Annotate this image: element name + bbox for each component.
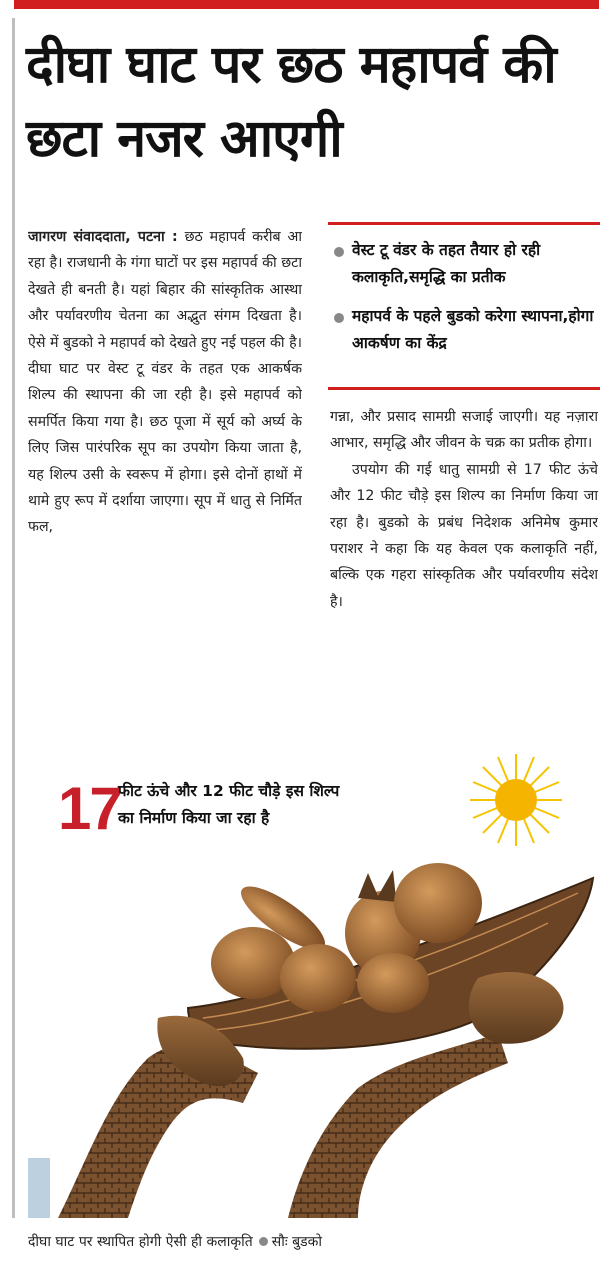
- photo-caption: [28, 1232, 600, 1252]
- article-right-para1: गन्ना, और प्रसाद सामग्री सजाई जाएगी। यह नज़ारा आभार, समृद्धि और जीवन के चक्र का प्रतीक होगा।: [330, 409, 598, 452]
- dateline: जागरण संवाददाता, पटना :: [28, 229, 178, 245]
- caption-text: दीघा घाट पर स्थापित होगी ऐसी ही कलाकृति: [28, 1234, 253, 1250]
- highlight-item: [328, 237, 600, 291]
- article-left-column: [28, 224, 302, 744]
- bullet-icon: [334, 247, 344, 257]
- article-right-column: [330, 404, 598, 734]
- highlight-text: वेस्ट टू वंडर के तहत तैयार हो रही कलाकृति,समृद्धि का प्रतीक: [352, 241, 541, 286]
- article-right-para2: उपयोग की गई धातु सामग्री से 17 फीट ऊंचे और 12 फीट चौड़े इस शिल्प का निर्माण किया जा रहा है। बुडको के प्रबंध निदेशक अनिमेष कुमार पराशर ने कहा कि यह केवल एक कलाकृति नहीं, बल्कि एक गहरा सांस्कृतिक और पर्यावरणीय संदेश है।: [330, 461, 598, 610]
- bullet-icon: [259, 1237, 268, 1246]
- fact-number: 17: [58, 775, 121, 842]
- sculpture-photo: [28, 858, 600, 1218]
- highlight-text: महापर्व के पहले बुडको करेगा स्थापना,होगा आकर्षण का केंद्र: [352, 307, 594, 352]
- highlights-box: [328, 222, 600, 390]
- left-margin-rule: [12, 18, 15, 1218]
- sun-icon: [468, 752, 564, 848]
- article-left-text: छठ महापर्व करीब आ रहा है। राजधानी के गंगा घाटों पर इस महापर्व की छटा देखते ही बनती है। यहां बिहार की सांस्कृतिक आस्था और पर्यावरणीय चेतना का अद्भुत संगम दिखता है। ऐसे में बुडको ने महापर्व को देखते हुए नई पहल की है। दीघा घाट पर वेस्ट टू वंडर के तहत एक आकर्षक शिल्प की स्थापना की जा रही है। इसे महापर्व को समर्पित किया गया है। छठ पूजा में सूर्य को अर्घ्य के लिए जिस पारंपरिक सूप का उपयोग किया जाता है, यह शिल्प उसी के स्वरूप में होगा। इसे दोनों हाथों में थामे हुए रूप में दर्शाया जाएगा। सूप में धातु से निर्मित फल,: [28, 229, 302, 536]
- highlight-item: [328, 303, 600, 357]
- fact-text: फीट ऊंचे और 12 फीट चौड़े इस शिल्प का निर्माण किया जा रहा है: [118, 782, 340, 827]
- top-red-bar: [14, 0, 599, 9]
- bullet-icon: [334, 313, 344, 323]
- headline: दीघा घाट पर छठ महापर्व की छटा नजर आएगी: [26, 35, 556, 169]
- caption-credit: सौः बुडको: [271, 1234, 322, 1250]
